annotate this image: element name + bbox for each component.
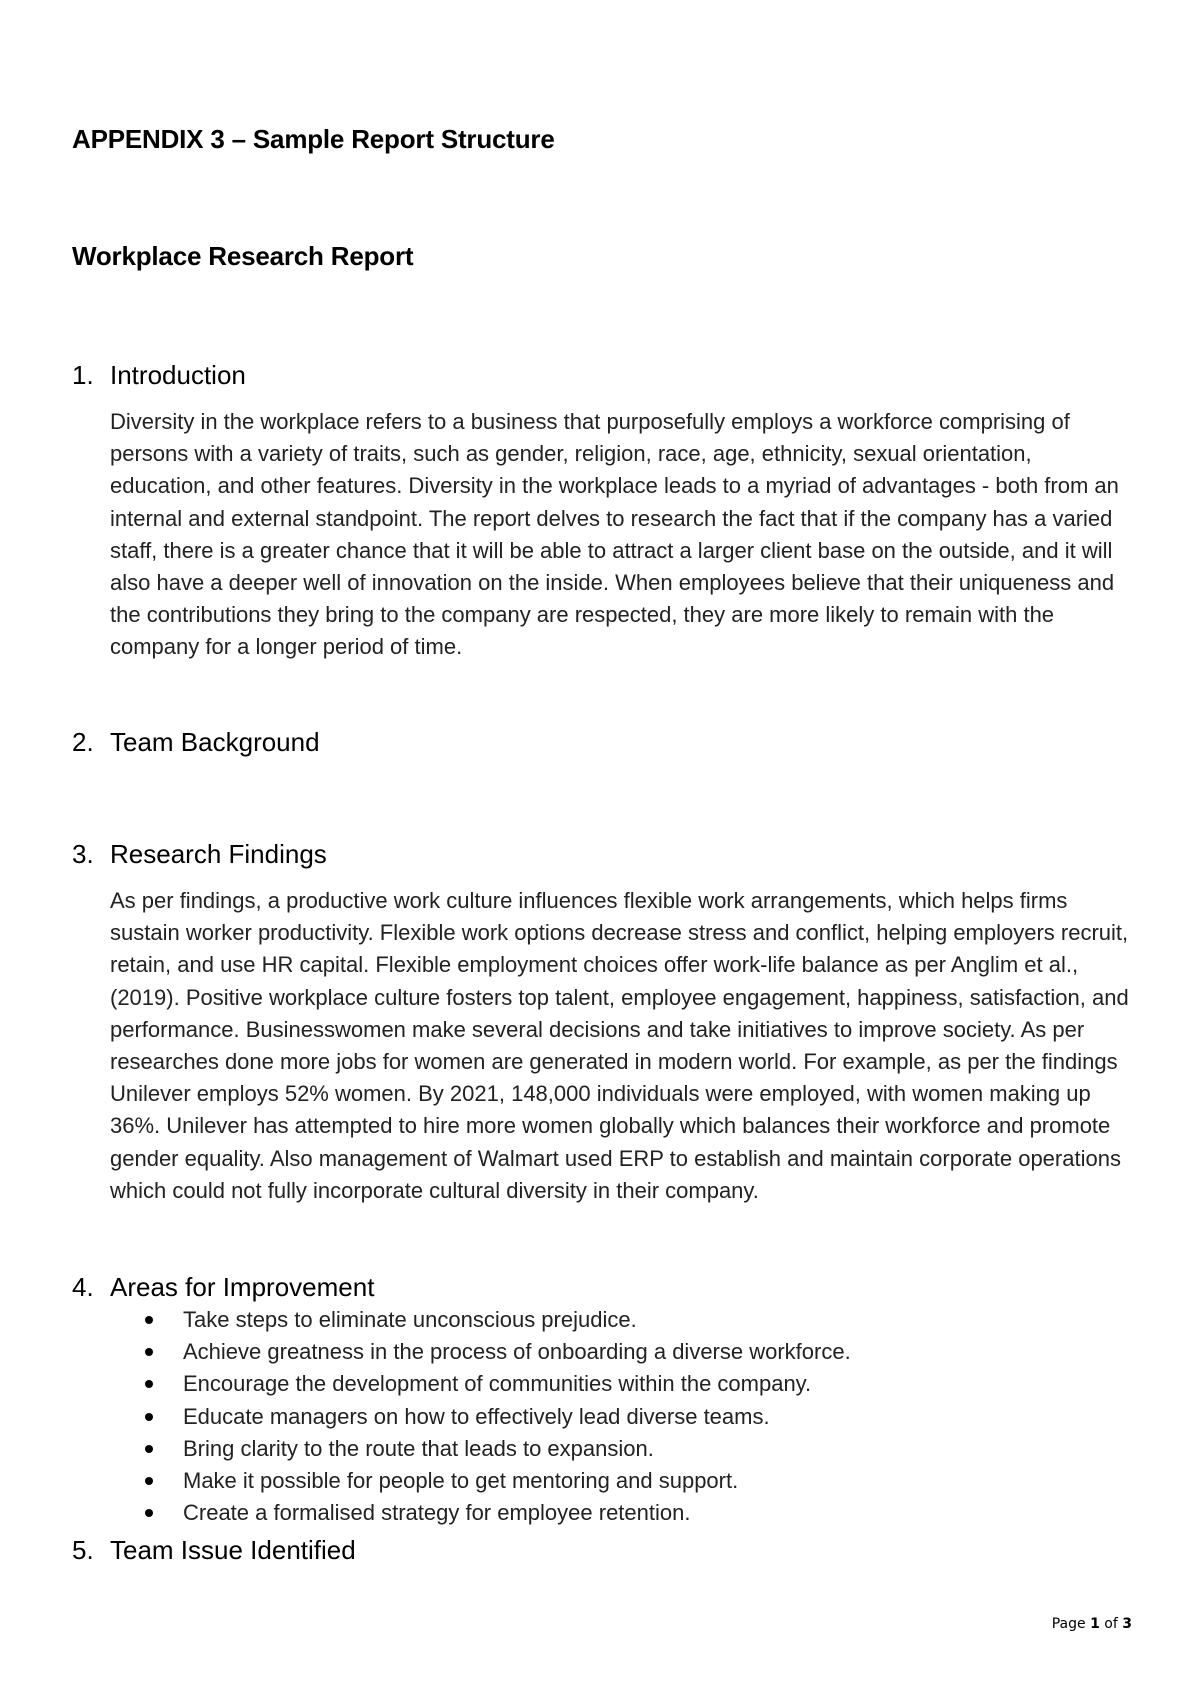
page-footer	[1052, 1616, 1132, 1632]
section-team-issue-identified	[72, 1533, 1132, 1567]
list-item: Bring clarity to the route that leads to expansion.	[110, 1433, 1132, 1465]
section-number: 4.	[72, 1272, 94, 1302]
section-heading	[72, 725, 1132, 759]
section-number: 5.	[72, 1535, 94, 1565]
section-heading	[72, 1533, 1132, 1567]
bullet-icon	[145, 1316, 153, 1324]
improvement-list	[110, 1304, 1132, 1529]
list-item: Encourage the development of communities within the company.	[110, 1368, 1132, 1400]
section-number: 1.	[72, 360, 94, 390]
section-body: Diversity in the workplace refers to a business that purposefully employs a workforce comprising of persons with a variety of traits, such as gender, religion, race, age, ethnicity, sexual orientation, education, and other features. Diversity in the workplace leads to a myriad of advantages - both from an internal and external standpoint. The report delves to research the fact that if the company has a varied staff, there is a greater chance that it will be able to attract a larger client base on the outside, and it will also have a deeper well of innovation on the inside. When employees believe that their uniqueness and the contributions they bring to the company are respected, they are more likely to remain with the company for a longer period of time.	[110, 409, 1119, 660]
list-item: Make it possible for people to get mentoring and support.	[110, 1465, 1132, 1497]
section-title: Introduction	[110, 360, 246, 390]
list-item: Create a formalised strategy for employee retention.	[110, 1497, 1132, 1529]
section-heading	[72, 1270, 1132, 1304]
bullet-icon	[145, 1477, 153, 1485]
section-introduction	[72, 358, 1132, 664]
bullet-icon	[145, 1413, 153, 1421]
section-research-findings	[72, 837, 1132, 1207]
section-team-background	[72, 725, 1132, 759]
page-label: Page	[1051, 1616, 1086, 1632]
section-number: 2.	[72, 727, 94, 757]
section-body: As per findings, a productive work culture influences flexible work arrangements, which helps firms sustain worker productivity. Flexible work options decrease stress and conflict, helping employers recruit, retain, and use HR capital. Flexible employment choices offer work-life balance as per Anglim et al., (2019). Positive workplace culture fosters top talent, employee engagement, happiness, satisfaction, and performance. Businesswomen make several decisions and take initiatives to improve society. As per researches done more jobs for women are generated in modern world. For example, as per the findings Unilever employs 52% women. By 2021, 148,000 individuals were employed, with women making up 36%. Unilever has attempted to hire more women globally which balances their workforce and promote gender equality. Also management of Walmart used ERP to establish and maintain corporate operations which could not fully incorporate cultural diversity in their company.	[110, 888, 1129, 1203]
bullet-icon	[145, 1380, 153, 1388]
section-title: Team Issue Identified	[110, 1535, 356, 1565]
section-title: Research Findings	[110, 839, 327, 869]
section-heading	[72, 837, 1132, 871]
total-pages-number: 3	[1122, 1616, 1132, 1632]
list-item: Educate managers on how to effectively lead diverse teams.	[110, 1401, 1132, 1433]
section-heading	[72, 358, 1132, 392]
list-item: Take steps to eliminate unconscious prejudice.	[110, 1304, 1132, 1336]
section-title: Team Background	[110, 727, 320, 757]
bullet-icon	[145, 1509, 153, 1517]
of-label: of	[1104, 1616, 1118, 1632]
section-number: 3.	[72, 839, 94, 869]
list-item: Achieve greatness in the process of onboarding a diverse workforce.	[110, 1336, 1132, 1368]
current-page-number: 1	[1090, 1616, 1100, 1632]
report-title: Workplace Research Report	[72, 241, 414, 271]
appendix-title: APPENDIX 3 – Sample Report Structure	[72, 124, 555, 154]
bullet-icon	[145, 1445, 153, 1453]
bullet-icon	[145, 1348, 153, 1356]
section-areas-for-improvement	[72, 1270, 1132, 1529]
section-title: Areas for Improvement	[110, 1272, 375, 1302]
